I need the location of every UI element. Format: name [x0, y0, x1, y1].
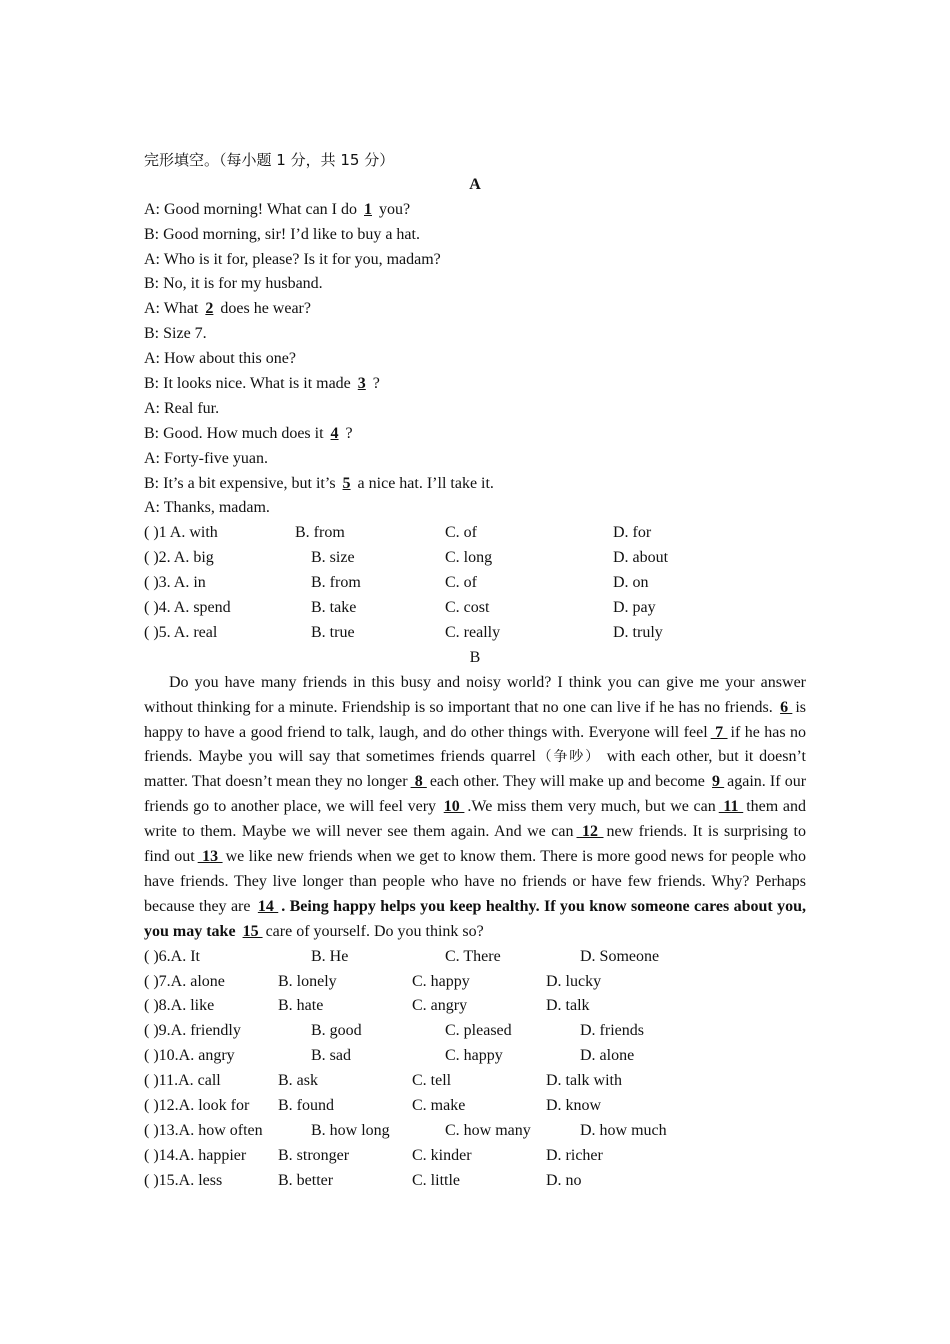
question-row[interactable]: [144, 945, 806, 970]
option-d: D. alone: [580, 1047, 635, 1065]
option-b: B. ask: [278, 1072, 318, 1090]
option-c: C. really: [445, 623, 501, 641]
blank-9: 9: [712, 773, 725, 791]
question-stem: ( )15.A. less: [144, 1171, 223, 1189]
option-c: C. of: [445, 524, 477, 542]
question-stem: ( )9.A. friendly: [144, 1022, 241, 1040]
option-d: D. richer: [546, 1146, 603, 1164]
dialogue-line: A: Thanks, madam.: [144, 499, 270, 517]
dialogue-line: A: How about this one?: [144, 350, 296, 368]
blank-11: 11: [718, 798, 744, 816]
question-stem: ( )7.A. alone: [144, 972, 225, 990]
option-d: D. for: [613, 524, 652, 542]
option-d: D. Someone: [580, 947, 660, 965]
passage-b: Do you have many friends in this busy and noisy world? I think you can give me your answer without thinking for a minute. Friendship is so important that no one can live if he has no friends. 6 is happy to have a good friend to talk, laugh, and do other things with. Everyone will feel 7 if he has no friends. Maybe you will say that sometimes friends quarrel（争吵） with each other, but it doesn’t matter. That doesn’t mean they no longer 8 each other. They will make up and become 9 again. If our friends go to another place, we will feel very 10 .We miss them very much, but we can 11 them and write to them. Maybe we will never see them again. And we can 12 new friends. It is surprising to find out 13 we like new friends when we get to know them. There is more good news for people who have friends. They live longer than people who have no friends or have few friends. Why? Perhaps because they are 14 . Being happy helps you keep healthy. If you know someone cares about you, you may take 15 care of yourself. Do you think so?: [144, 673, 807, 940]
dialogue-line: B: Size 7.: [144, 325, 207, 343]
blank-4: 4: [330, 424, 339, 442]
dialogue-line: A: What 2 does he wear?: [144, 300, 311, 318]
option-c: C. pleased: [445, 1022, 512, 1040]
option-c: C. There: [445, 947, 501, 965]
option-d: D. on: [613, 574, 649, 592]
blank-3: 3: [357, 375, 366, 393]
section-a-heading: A: [469, 175, 481, 193]
question-row[interactable]: [144, 621, 806, 646]
dialogue-line: A: Real fur.: [144, 399, 220, 417]
question-stem: ( )8.A. like: [144, 997, 215, 1015]
question-stem: ( )14.A. happier: [144, 1146, 247, 1164]
worksheet: [144, 148, 806, 1194]
question-stem: ( )10.A. angry: [144, 1047, 235, 1065]
blank-10: 10: [443, 798, 465, 816]
question-row[interactable]: [144, 994, 806, 1019]
blank-6: 6: [780, 698, 793, 716]
option-c: C. make: [412, 1097, 466, 1115]
questions-b: [144, 945, 806, 1194]
option-c: C. happy: [412, 972, 470, 990]
blank-13: 13: [197, 848, 223, 866]
option-c: C. cost: [445, 599, 490, 617]
option-b: B. from: [295, 524, 345, 542]
question-stem: ( )13.A. how often: [144, 1121, 263, 1139]
blank-12: 12: [576, 823, 604, 841]
dialogue-line: B: It’s a bit expensive, but it’s 5 a nice hat. I’ll take it.: [144, 474, 494, 492]
questions-a: [144, 521, 806, 645]
option-d: D. truly: [613, 623, 663, 641]
question-stem: ( )1 A. with: [144, 524, 218, 542]
option-b: B. true: [311, 623, 355, 641]
question-stem: ( )5. A. real: [144, 623, 218, 641]
option-b: B. good: [311, 1022, 362, 1040]
question-row[interactable]: [144, 1044, 806, 1069]
question-stem: ( )12.A. look for: [144, 1097, 250, 1115]
question-stem: ( )6.A. It: [144, 947, 200, 965]
question-row[interactable]: [144, 521, 806, 546]
option-b: B. take: [311, 599, 357, 617]
blank-15: 15: [242, 922, 263, 940]
question-row[interactable]: [144, 1119, 806, 1144]
question-row[interactable]: [144, 1169, 806, 1194]
dialogue-line: A: Forty-five yuan.: [144, 449, 268, 467]
section-b-heading: B: [469, 648, 481, 666]
blank-5: 5: [342, 474, 351, 492]
question-row[interactable]: [144, 596, 806, 621]
option-c: C. of: [445, 574, 477, 592]
dialogue-line: B: Good. How much does it 4 ?: [144, 424, 353, 442]
option-b: B. found: [278, 1097, 334, 1115]
blank-8: 8: [410, 773, 427, 791]
question-row[interactable]: [144, 546, 806, 571]
option-b: B. He: [311, 947, 349, 965]
option-d: D. lucky: [546, 972, 602, 990]
blank-2: 2: [205, 300, 214, 318]
option-c: C. how many: [445, 1121, 531, 1139]
question-row[interactable]: [144, 1019, 806, 1044]
option-b: B. from: [311, 574, 361, 592]
dialogue-line: B: It looks nice. What is it made 3 ?: [144, 375, 380, 393]
question-row[interactable]: [144, 571, 806, 596]
dialogue-a: [144, 198, 806, 522]
option-c: C. happy: [445, 1047, 503, 1065]
option-d: D. talk: [546, 997, 590, 1015]
question-row[interactable]: [144, 1069, 806, 1094]
dialogue-line: A: Good morning! What can I do 1 you?: [144, 200, 411, 218]
question-stem: ( )11.A. call: [144, 1072, 221, 1090]
option-b: B. lonely: [278, 972, 337, 990]
dialogue-line: A: Who is it for, please? Is it for you, madam?: [144, 250, 441, 268]
option-d: D. how much: [580, 1121, 667, 1139]
option-b: B. size: [311, 549, 355, 567]
option-d: D. no: [546, 1171, 582, 1189]
question-stem: ( )2. A. big: [144, 549, 214, 567]
option-d: D. about: [613, 549, 669, 567]
exercise-title: 完形填空。（每小题 1 分，共 15 分）: [144, 151, 395, 169]
option-b: B. better: [278, 1171, 334, 1189]
option-c: C. tell: [412, 1072, 452, 1090]
question-stem: ( )4. A. spend: [144, 599, 231, 617]
option-b: B. hate: [278, 997, 324, 1015]
blank-7: 7: [710, 723, 728, 741]
option-d: D. friends: [580, 1022, 644, 1040]
question-row[interactable]: [144, 1144, 806, 1169]
option-c: C. long: [445, 549, 493, 567]
option-d: D. talk with: [546, 1072, 622, 1090]
question-stem: ( )3. A. in: [144, 574, 206, 592]
dialogue-line: B: No, it is for my husband.: [144, 275, 323, 293]
option-b: B. stronger: [278, 1146, 350, 1164]
option-b: B. how long: [311, 1121, 390, 1139]
option-c: C. angry: [412, 997, 468, 1015]
blank-1: 1: [364, 200, 372, 218]
blank-14: 14: [257, 897, 279, 915]
option-c: C. little: [412, 1171, 460, 1189]
dialogue-line: B: Good morning, sir! I’d like to buy a hat.: [144, 225, 420, 243]
question-row[interactable]: [144, 970, 806, 995]
option-d: D. know: [546, 1097, 602, 1115]
question-row[interactable]: [144, 1094, 806, 1119]
option-c: C. kinder: [412, 1146, 472, 1164]
option-d: D. pay: [613, 599, 656, 617]
option-b: B. sad: [311, 1047, 351, 1065]
